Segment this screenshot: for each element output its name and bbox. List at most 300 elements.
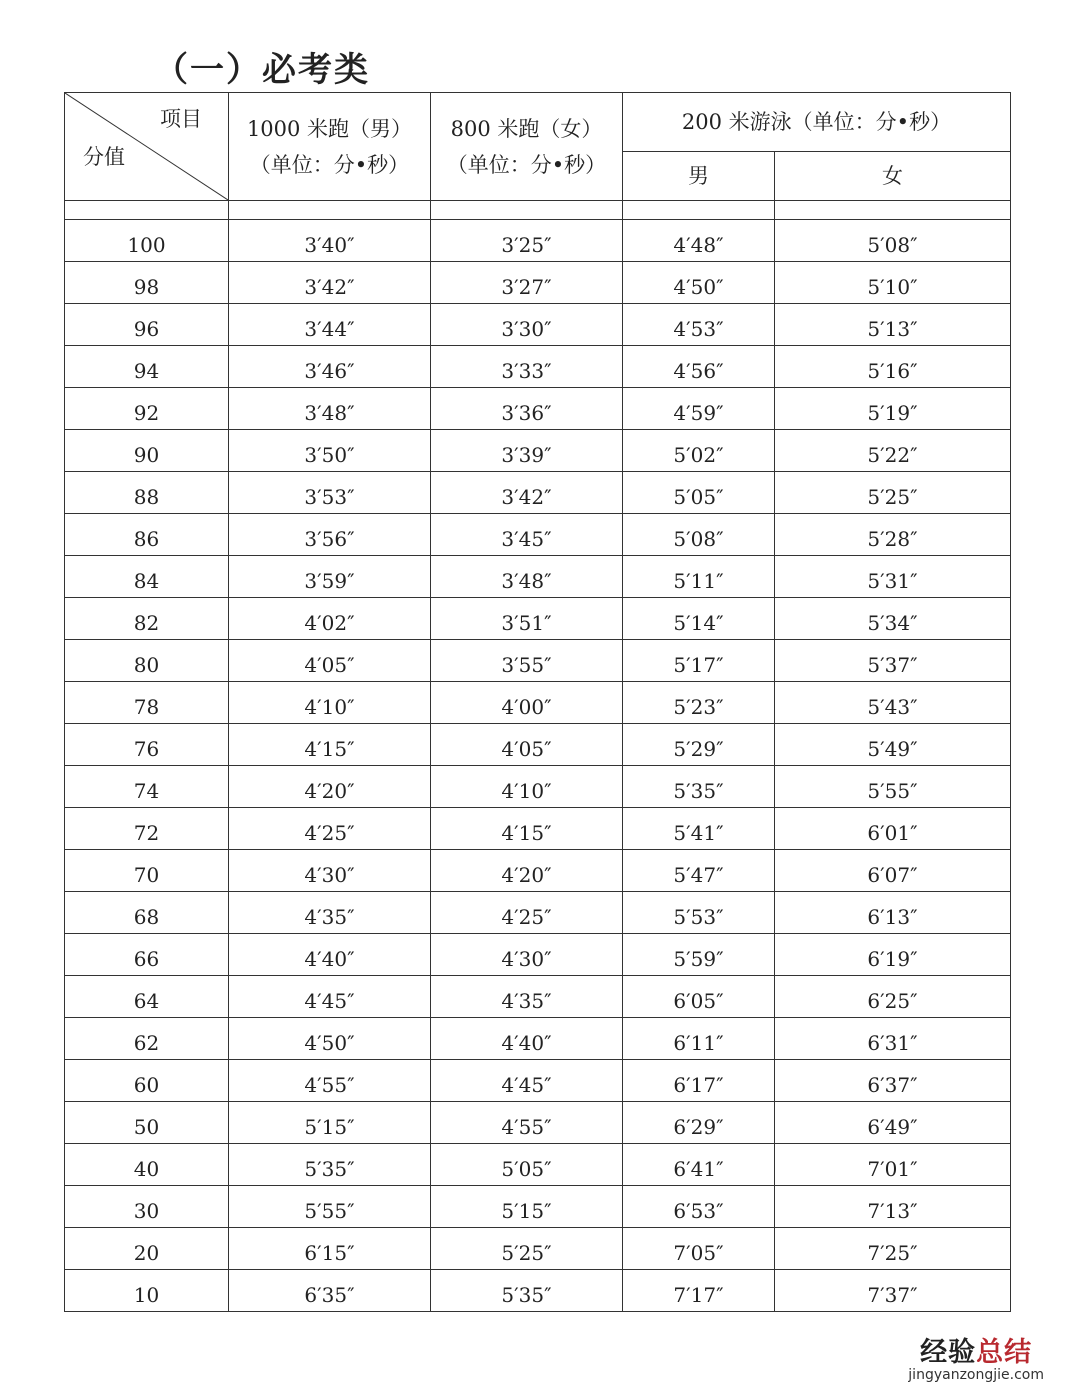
swim-male-cell xyxy=(623,1102,775,1144)
table-row xyxy=(65,388,1011,430)
run-800m-cell-text: 4′10″ xyxy=(501,778,552,803)
swim-female-cell-text: 5′19″ xyxy=(867,400,918,425)
score-cell xyxy=(65,682,229,724)
swim-female-cell-text: 5′10″ xyxy=(867,274,918,299)
table-row xyxy=(65,1144,1011,1186)
table-row xyxy=(65,304,1011,346)
score-cell xyxy=(65,1228,229,1270)
run-1000m-cell xyxy=(229,220,431,262)
run-1000m-cell xyxy=(229,850,431,892)
swim-male-cell xyxy=(623,514,775,556)
watermark-url: jingyanzongjie.com xyxy=(908,1367,1044,1383)
swim-female-cell-text: 6′49″ xyxy=(867,1114,918,1139)
score-cell xyxy=(65,892,229,934)
header-run-1000m-title: 1000 米跑（男） xyxy=(246,116,413,141)
swim-female-cell xyxy=(775,430,1011,472)
swim-male-cell-text: 4′56″ xyxy=(673,358,724,383)
score-cell xyxy=(65,1060,229,1102)
score-cell xyxy=(65,220,229,262)
table-row xyxy=(65,892,1011,934)
swim-female-cell xyxy=(775,472,1011,514)
score-cell-text: 96 xyxy=(133,316,160,341)
swim-female-cell xyxy=(775,1144,1011,1186)
run-800m-cell xyxy=(431,892,623,934)
swim-male-cell-text: 5′47″ xyxy=(673,862,724,887)
run-800m-cell-text: 3′39″ xyxy=(501,442,552,467)
swim-female-cell-text: 6′07″ xyxy=(867,862,918,887)
swim-male-cell xyxy=(623,640,775,682)
swim-female-cell-text: 7′13″ xyxy=(867,1198,918,1223)
run-1000m-cell xyxy=(229,304,431,346)
swim-female-cell-text: 7′37″ xyxy=(867,1282,918,1307)
score-cell-text: 98 xyxy=(133,274,160,299)
run-1000m-cell-text: 4′45″ xyxy=(304,988,355,1013)
run-800m-cell xyxy=(431,1018,623,1060)
score-cell-text: 62 xyxy=(133,1030,160,1055)
swim-female-cell-text: 5′08″ xyxy=(867,232,918,257)
table-row xyxy=(65,514,1011,556)
run-800m-cell xyxy=(431,598,623,640)
run-800m-cell xyxy=(431,1144,623,1186)
run-800m-cell xyxy=(431,850,623,892)
swim-male-cell-text: 5′02″ xyxy=(673,442,724,467)
score-cell-text: 70 xyxy=(133,862,160,887)
swim-female-cell xyxy=(775,1102,1011,1144)
score-cell xyxy=(65,346,229,388)
score-cell-text: 60 xyxy=(133,1072,160,1097)
run-800m-cell-text: 3′51″ xyxy=(501,610,552,635)
score-cell xyxy=(65,976,229,1018)
run-1000m-cell xyxy=(229,682,431,724)
score-cell xyxy=(65,1102,229,1144)
swim-male-cell-text: 7′17″ xyxy=(673,1282,724,1307)
run-1000m-cell-text: 3′44″ xyxy=(304,316,355,341)
swim-female-cell xyxy=(775,892,1011,934)
run-1000m-cell xyxy=(229,430,431,472)
run-1000m-cell-text: 3′46″ xyxy=(304,358,355,383)
score-cell xyxy=(65,724,229,766)
swim-male-cell xyxy=(623,850,775,892)
swim-female-cell-text: 5′49″ xyxy=(867,736,918,761)
swim-male-cell xyxy=(623,766,775,808)
run-1000m-cell xyxy=(229,1144,431,1186)
swim-female-cell xyxy=(775,850,1011,892)
table-row xyxy=(65,220,1011,262)
table-row xyxy=(65,1060,1011,1102)
swim-female-cell xyxy=(775,1186,1011,1228)
swim-female-cell xyxy=(775,220,1011,262)
run-800m-cell xyxy=(431,1102,623,1144)
swim-female-cell-text: 5′43″ xyxy=(867,694,918,719)
run-1000m-cell xyxy=(229,1270,431,1312)
score-cell-text: 80 xyxy=(133,652,160,677)
run-800m-cell-text: 5′25″ xyxy=(501,1240,552,1265)
swim-female-cell-text: 5′25″ xyxy=(867,484,918,509)
swim-male-cell-text: 5′14″ xyxy=(673,610,724,635)
run-800m-cell xyxy=(431,304,623,346)
run-1000m-cell xyxy=(229,388,431,430)
run-800m-cell xyxy=(431,934,623,976)
run-800m-cell xyxy=(431,556,623,598)
header-run-800m-title: 800 米跑（女） xyxy=(450,116,603,141)
table-row xyxy=(65,1186,1011,1228)
score-table-body xyxy=(65,201,1011,1312)
run-1000m-cell-text: 4′50″ xyxy=(304,1030,355,1055)
swim-male-cell xyxy=(623,1186,775,1228)
run-1000m-cell xyxy=(229,262,431,304)
run-1000m-cell-text: 5′55″ xyxy=(304,1198,355,1223)
swim-female-cell-text: 6′01″ xyxy=(867,820,918,845)
run-1000m-cell-text: 4′20″ xyxy=(304,778,355,803)
score-cell xyxy=(65,1018,229,1060)
run-800m-cell-text: 4′30″ xyxy=(501,946,552,971)
score-cell-text: 76 xyxy=(133,736,160,761)
run-800m-cell-text: 5′05″ xyxy=(501,1156,552,1181)
swim-male-cell-text: 6′53″ xyxy=(673,1198,724,1223)
run-800m-cell-text: 3′45″ xyxy=(501,526,552,551)
swim-male-cell-text: 5′05″ xyxy=(673,484,724,509)
swim-female-cell-text: 5′16″ xyxy=(867,358,918,383)
table-row xyxy=(65,724,1011,766)
run-800m-cell-text: 4′40″ xyxy=(501,1030,552,1055)
run-1000m-cell-text: 3′48″ xyxy=(304,400,355,425)
run-1000m-cell xyxy=(229,934,431,976)
table-row xyxy=(65,1018,1011,1060)
table-row xyxy=(65,472,1011,514)
score-cell xyxy=(65,1186,229,1228)
run-800m-cell-text: 4′15″ xyxy=(501,820,552,845)
run-1000m-cell xyxy=(229,1102,431,1144)
swim-male-cell xyxy=(623,892,775,934)
run-800m-cell-text: 3′42″ xyxy=(501,484,552,509)
score-cell xyxy=(65,598,229,640)
score-cell-text: 94 xyxy=(133,358,160,383)
run-1000m-cell-text: 4′40″ xyxy=(304,946,355,971)
score-cell-text: 64 xyxy=(133,988,160,1013)
swim-female-cell-text: 5′28″ xyxy=(867,526,918,551)
swim-male-cell-text: 5′35″ xyxy=(673,778,724,803)
swim-male-cell xyxy=(623,1060,775,1102)
swim-male-cell-text: 5′11″ xyxy=(673,568,724,593)
swim-male-cell-text: 5′17″ xyxy=(673,652,724,677)
corner-header-cell xyxy=(65,93,229,201)
header-spacer-row xyxy=(65,201,1011,220)
run-800m-cell-text: 4′05″ xyxy=(501,736,552,761)
swim-male-cell-text: 4′59″ xyxy=(673,400,724,425)
score-cell xyxy=(65,430,229,472)
header-run-800m xyxy=(431,93,623,201)
score-cell xyxy=(65,808,229,850)
run-800m-cell xyxy=(431,1186,623,1228)
swim-male-cell xyxy=(623,808,775,850)
score-cell xyxy=(65,850,229,892)
run-1000m-cell-text: 3′56″ xyxy=(304,526,355,551)
score-cell-text: 66 xyxy=(133,946,160,971)
run-1000m-cell-text: 4′15″ xyxy=(304,736,355,761)
run-1000m-cell-text: 5′35″ xyxy=(304,1156,355,1181)
swim-female-cell-text: 5′37″ xyxy=(867,652,918,677)
run-800m-cell xyxy=(431,430,623,472)
run-800m-cell xyxy=(431,1060,623,1102)
swim-male-cell xyxy=(623,346,775,388)
header-swim-male: 男 xyxy=(623,152,775,201)
swim-male-cell-text: 6′41″ xyxy=(673,1156,724,1181)
header-run-800m-unit: （单位：分•秒） xyxy=(446,152,607,177)
run-1000m-cell-text: 4′10″ xyxy=(304,694,355,719)
watermark-logo-main: 经验 xyxy=(920,1337,977,1368)
run-1000m-cell-text: 4′55″ xyxy=(304,1072,355,1097)
swim-female-cell xyxy=(775,976,1011,1018)
run-1000m-cell xyxy=(229,1228,431,1270)
run-800m-cell xyxy=(431,766,623,808)
swim-male-cell-text: 5′59″ xyxy=(673,946,724,971)
swim-female-cell xyxy=(775,682,1011,724)
watermark xyxy=(908,1330,1044,1383)
swim-male-cell xyxy=(623,1270,775,1312)
run-800m-cell-text: 4′25″ xyxy=(501,904,552,929)
run-800m-cell xyxy=(431,808,623,850)
score-cell xyxy=(65,640,229,682)
run-1000m-cell-text: 6′15″ xyxy=(304,1240,355,1265)
swim-female-cell xyxy=(775,1060,1011,1102)
run-800m-cell xyxy=(431,682,623,724)
run-800m-cell xyxy=(431,262,623,304)
swim-female-cell xyxy=(775,262,1011,304)
swim-female-cell-text: 5′31″ xyxy=(867,568,918,593)
table-row xyxy=(65,808,1011,850)
swim-female-cell-text: 6′19″ xyxy=(867,946,918,971)
swim-male-cell-text: 5′41″ xyxy=(673,820,724,845)
swim-female-cell-text: 6′31″ xyxy=(867,1030,918,1055)
score-table xyxy=(64,92,1011,1312)
swim-female-cell-text: 6′13″ xyxy=(867,904,918,929)
table-row xyxy=(65,1228,1011,1270)
swim-female-cell xyxy=(775,514,1011,556)
swim-male-cell-text: 4′53″ xyxy=(673,316,724,341)
table-row xyxy=(65,346,1011,388)
run-1000m-cell xyxy=(229,808,431,850)
swim-female-cell xyxy=(775,1018,1011,1060)
score-cell-text: 88 xyxy=(133,484,160,509)
swim-male-cell xyxy=(623,430,775,472)
run-1000m-cell-text: 3′50″ xyxy=(304,442,355,467)
run-1000m-cell xyxy=(229,724,431,766)
swim-female-cell xyxy=(775,934,1011,976)
swim-male-cell xyxy=(623,682,775,724)
score-cell xyxy=(65,388,229,430)
table-row xyxy=(65,976,1011,1018)
run-800m-cell-text: 3′33″ xyxy=(501,358,552,383)
swim-male-cell xyxy=(623,598,775,640)
score-cell xyxy=(65,1144,229,1186)
swim-female-cell-text: 7′25″ xyxy=(867,1240,918,1265)
swim-male-cell-text: 4′50″ xyxy=(673,274,724,299)
swim-female-cell xyxy=(775,1228,1011,1270)
run-800m-cell xyxy=(431,472,623,514)
run-1000m-cell-text: 4′25″ xyxy=(304,820,355,845)
swim-male-cell-text: 5′23″ xyxy=(673,694,724,719)
run-1000m-cell xyxy=(229,346,431,388)
swim-female-cell xyxy=(775,304,1011,346)
swim-female-cell xyxy=(775,598,1011,640)
swim-male-cell-text: 5′29″ xyxy=(673,736,724,761)
run-800m-cell-text: 4′00″ xyxy=(501,694,552,719)
run-800m-cell xyxy=(431,724,623,766)
swim-male-cell-text: 4′48″ xyxy=(673,232,724,257)
table-row xyxy=(65,850,1011,892)
swim-female-cell-text: 5′22″ xyxy=(867,442,918,467)
run-1000m-cell xyxy=(229,556,431,598)
score-cell-text: 10 xyxy=(133,1282,160,1307)
swim-male-cell-text: 6′17″ xyxy=(673,1072,724,1097)
swim-female-cell-text: 6′37″ xyxy=(867,1072,918,1097)
run-1000m-cell xyxy=(229,640,431,682)
swim-male-cell-text: 5′53″ xyxy=(673,904,724,929)
run-800m-cell-text: 3′27″ xyxy=(501,274,552,299)
table-row xyxy=(65,1270,1011,1312)
score-cell-text: 78 xyxy=(133,694,160,719)
swim-female-cell xyxy=(775,724,1011,766)
swim-male-cell xyxy=(623,934,775,976)
score-cell-text: 72 xyxy=(133,820,160,845)
score-cell-text: 90 xyxy=(133,442,160,467)
run-1000m-cell-text: 6′35″ xyxy=(304,1282,355,1307)
run-800m-cell-text: 3′48″ xyxy=(501,568,552,593)
swim-female-cell xyxy=(775,640,1011,682)
swim-female-cell xyxy=(775,556,1011,598)
run-800m-cell xyxy=(431,976,623,1018)
run-1000m-cell xyxy=(229,514,431,556)
run-800m-cell-text: 4′20″ xyxy=(501,862,552,887)
table-row xyxy=(65,430,1011,472)
swim-male-cell xyxy=(623,304,775,346)
watermark-logo-accent: 总结 xyxy=(976,1337,1033,1368)
run-800m-cell-text: 4′35″ xyxy=(501,988,552,1013)
run-1000m-cell xyxy=(229,1186,431,1228)
run-800m-cell-text: 5′15″ xyxy=(501,1198,552,1223)
run-800m-cell-text: 4′55″ xyxy=(501,1114,552,1139)
run-1000m-cell xyxy=(229,766,431,808)
swim-male-cell xyxy=(623,976,775,1018)
score-cell xyxy=(65,304,229,346)
score-cell-text: 74 xyxy=(133,778,160,803)
score-cell-text: 92 xyxy=(133,400,160,425)
score-cell-text: 84 xyxy=(133,568,160,593)
run-800m-cell xyxy=(431,1270,623,1312)
swim-male-cell xyxy=(623,1018,775,1060)
watermark-logo xyxy=(908,1330,1044,1369)
run-1000m-cell xyxy=(229,472,431,514)
swim-male-cell-text: 6′05″ xyxy=(673,988,724,1013)
swim-male-cell xyxy=(623,1144,775,1186)
score-cell xyxy=(65,514,229,556)
swim-male-cell-text: 5′08″ xyxy=(673,526,724,551)
run-1000m-cell xyxy=(229,892,431,934)
swim-female-cell-text: 5′55″ xyxy=(867,778,918,803)
run-800m-cell-text: 4′45″ xyxy=(501,1072,552,1097)
header-swim-200m: 200 米游泳（单位：分•秒） xyxy=(623,93,1011,152)
score-cell xyxy=(65,766,229,808)
run-1000m-cell xyxy=(229,598,431,640)
score-cell xyxy=(65,262,229,304)
run-800m-cell xyxy=(431,1228,623,1270)
swim-female-cell-text: 7′01″ xyxy=(867,1156,918,1181)
swim-male-cell-text: 6′29″ xyxy=(673,1114,724,1139)
score-cell xyxy=(65,472,229,514)
run-1000m-cell-text: 4′05″ xyxy=(304,652,355,677)
table-row xyxy=(65,934,1011,976)
run-1000m-cell-text: 4′30″ xyxy=(304,862,355,887)
swim-male-cell xyxy=(623,388,775,430)
swim-female-cell xyxy=(775,1270,1011,1312)
run-800m-cell xyxy=(431,346,623,388)
run-800m-cell-text: 3′36″ xyxy=(501,400,552,425)
score-cell-text: 50 xyxy=(133,1114,160,1139)
swim-male-cell xyxy=(623,556,775,598)
table-row xyxy=(65,598,1011,640)
run-800m-cell-text: 3′55″ xyxy=(501,652,552,677)
swim-male-cell-text: 7′05″ xyxy=(673,1240,724,1265)
swim-female-cell-text: 5′34″ xyxy=(867,610,918,635)
run-1000m-cell xyxy=(229,1060,431,1102)
score-cell-text: 82 xyxy=(133,610,160,635)
swim-female-cell xyxy=(775,346,1011,388)
run-1000m-cell-text: 3′59″ xyxy=(304,568,355,593)
run-800m-cell xyxy=(431,220,623,262)
swim-male-cell xyxy=(623,262,775,304)
run-1000m-cell-text: 3′42″ xyxy=(304,274,355,299)
run-800m-cell-text: 3′30″ xyxy=(501,316,552,341)
run-1000m-cell xyxy=(229,976,431,1018)
run-1000m-cell-text: 5′15″ xyxy=(304,1114,355,1139)
run-800m-cell xyxy=(431,388,623,430)
section-title: （一）必考类 xyxy=(154,50,370,90)
table-row xyxy=(65,682,1011,724)
run-1000m-cell xyxy=(229,1018,431,1060)
score-cell-text: 68 xyxy=(133,904,160,929)
table-row xyxy=(65,766,1011,808)
score-cell-text: 86 xyxy=(133,526,160,551)
run-800m-cell-text: 3′25″ xyxy=(501,232,552,257)
run-1000m-cell-text: 4′35″ xyxy=(304,904,355,929)
run-1000m-cell-text: 4′02″ xyxy=(304,610,355,635)
run-1000m-cell-text: 3′53″ xyxy=(304,484,355,509)
header-run-1000m xyxy=(229,93,431,201)
swim-male-cell xyxy=(623,724,775,766)
header-run-1000m-unit: （单位：分•秒） xyxy=(249,152,410,177)
run-1000m-cell-text: 3′40″ xyxy=(304,232,355,257)
score-cell-text: 20 xyxy=(133,1240,160,1265)
table-row xyxy=(65,556,1011,598)
score-cell xyxy=(65,1270,229,1312)
swim-male-cell xyxy=(623,220,775,262)
swim-female-cell-text: 5′13″ xyxy=(867,316,918,341)
swim-female-cell xyxy=(775,808,1011,850)
run-800m-cell xyxy=(431,640,623,682)
corner-label-item: 项目 xyxy=(160,107,202,131)
run-800m-cell-text: 5′35″ xyxy=(501,1282,552,1307)
score-cell xyxy=(65,556,229,598)
score-cell-text: 40 xyxy=(133,1156,160,1181)
score-cell-text: 100 xyxy=(127,232,166,257)
score-cell xyxy=(65,934,229,976)
table-row xyxy=(65,640,1011,682)
header-swim-female: 女 xyxy=(775,152,1011,201)
run-800m-cell xyxy=(431,514,623,556)
swim-female-cell xyxy=(775,388,1011,430)
table-row xyxy=(65,1102,1011,1144)
swim-male-cell xyxy=(623,1228,775,1270)
